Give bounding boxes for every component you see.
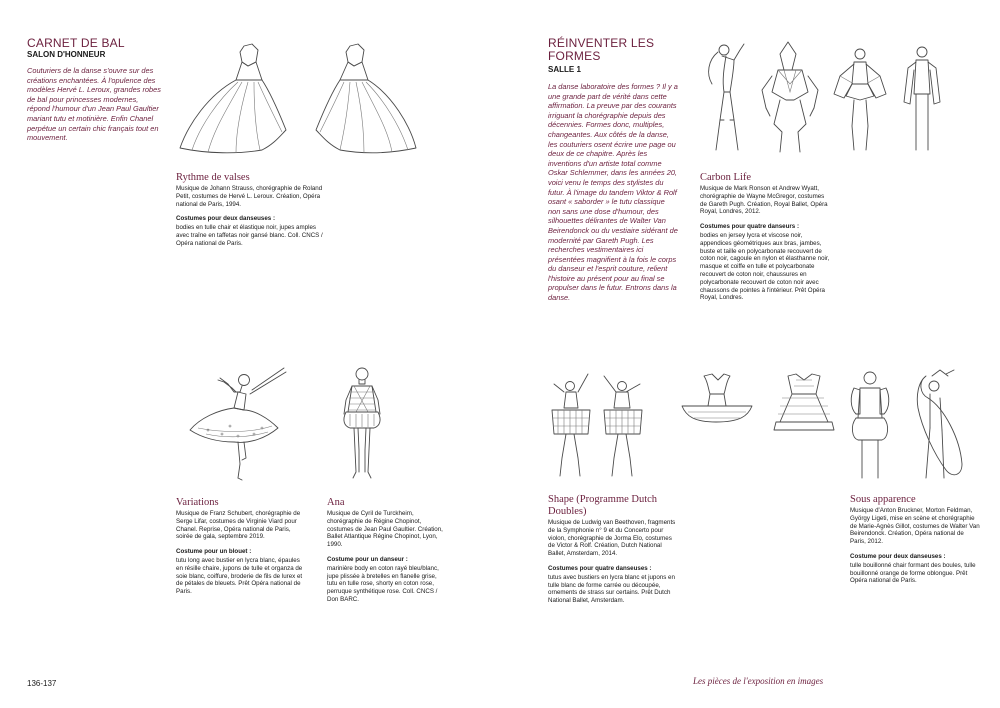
piece-title: Carbon Life [700,172,752,183]
piece-title: Rythme de valses [176,172,250,183]
costume-text: bodies en jersey lycra et viscose noir, appendices géométriques aux bras, jambes, buste et taille en polycarbonate recouvert de coton noir, cagoule en nylon et élasthanne noir, masque et coiffe en tulle et polycarbonate recouvert de coton noir, chaussures en polycarbonate recouvert de coton noir avec chaussons de pointes à l'intérieur. Prêt Opéra Royal, Londres. [700,231,830,302]
costume-text: tutus avec bustiers en lycra blanc et jupons en tulle blanc de forme carrée ou découpée, ornements de strass sur certains. Prêt Dutch National Ballet, Amsterdam. [548,573,675,605]
padded-costume-illustration [848,368,968,484]
section-title: RÉINVENTER LES FORMES [548,36,655,63]
piece-title: Ana [327,497,345,508]
piece-title: Variations [176,497,219,508]
page-numbers: 136-137 [27,679,57,688]
section-title: CARNET DE BAL [27,36,125,50]
right-intro-text: La danse laboratoire des formes ? Il y a une grande part de vérité dans cette affirmation. La preuve par des courants irriguant la chorégraphie depuis des décennies. Formes donc, multiples, changeantes. Aux côtés de la danse, les couturiers osent écrire une page ou deux de ce chapitre. Après les inventions d'un artiste total comme Oskar Schlemmer, dans les années 20, voici venu le temps des stylistes du futur. À l'image du tandem Viktor & Rolf osant « saborder » le tutu classique non sans une dose d'humour, des silhouettes délirantes de Walter Van Beirendonck ou du vestiaire sidérant de modernité par Gareth Pugh. Les recherches vestimentaires ici présentées magnifient à la fois le corps du danseur et l'esprit couture, relient l'histoire au présent pour au final se propulser dans le futur. Entrons dans la danse. [548,82,678,303]
right-section-header [548,37,658,74]
costume-label: Costumes pour deux danseuses : [176,215,276,223]
left-intro-text: Couturiers de la danse s'ouvre sur des créations enchantées. À l'opulence des modèles Hervé L. Leroux, grandes robes de bal pour princesses modernes, répond l'humour d'un Jean Paul Gaultier mariant tutu et motinière. Enfin Chanel perpétue un certain chic français tout en mouvement. [27,66,161,143]
square-tutu-illustration [548,372,838,482]
ballerina-illustration [188,366,293,484]
costume-text: tutu long avec bustier en lycra blanc, épaules en résille chaire, jupons de tulle et organza de soie blanc, coiffure, broderie de fils de lurex et de pétales de bleuets. Prêt Opéra national de Paris. [176,556,303,596]
dancer-with-tutu-illustration [338,366,386,484]
piece-carbon-life [700,172,830,302]
ball-gown-illustration [178,40,418,160]
costume-label: Costume pour un blouet : [176,548,252,556]
costume-text: tulle bouillonné chair formant des boules, tulle bouillonné orange de forme oblongue. Prêt Opéra national de Paris. [850,561,976,585]
piece-sous-apparence [850,494,980,585]
piece-title: Shape (Programme Dutch Doubles) [548,494,658,517]
costume-text: marinière body en coton rayé bleu/blanc, jupe plissée à bretelles en flanelle grise, tutu en tulle rose, shorty en coton rose, perruque synthétique rose. Coll. CNCS / Don BARC. [327,564,439,603]
costume-label: Costume pour un danseur : [327,555,408,563]
piece-ana [327,497,447,604]
piece-description: Musique de Ludwig van Beethoven, fragments de la Symphonie n° 9 et du Concerto pour violon, chorégraphie de Jorma Elo, costumes de Victor & Rolf. Création, Dutch National Ballet, Amsterdam, 2014. [548,519,676,558]
running-footer: Les pièces de l'exposition en images [693,676,824,686]
section-subtitle: SALLE 1 [548,65,581,74]
costume-text: bodies en tulle chair et élastique noir, jupes amples avec traîne en taffetas noir gansé blanc. Coll. CNCS / Opéra national de Paris. [176,224,323,247]
piece-title: Sous apparence [850,494,916,505]
piece-description: Musique d'Anton Bruckner, Morton Feldman, György Ligeti, mise en scène et chorégraphie de Marie-Agnès Gillot, costumes de Walter Van Beirendonck. Création, Opéra national de Paris, 2012. [850,507,980,546]
piece-shape [548,494,678,605]
costume-label: Costumes pour quatre danseuses : [548,564,652,572]
left-section-header [27,37,167,59]
piece-variations [176,497,304,596]
piece-description: Musique de Franz Schubert, chorégraphie de Serge Lifar, costumes de Virginie Viard pour Chanel. Reprise, Opéra national de Paris, soirée de gala, septembre 2019. [176,510,301,541]
piece-rythme-de-valses [176,172,326,248]
costume-label: Costume pour deux danseuses : [850,552,946,560]
section-subtitle: SALON D'HONNEUR [27,50,106,59]
piece-description: Musique de Cyril de Turckheim, chorégraphie de Régine Chopinot, costumes de Jean Paul Gaultier. Création, Ballet Atlantique Régine Chopinot, Lyon, 1990. [327,510,443,549]
costume-label: Costumes pour quatre danseurs : [700,223,800,231]
piece-description: Musique de Johann Strauss, chorégraphie de Roland Petit, costumes de Hervé L. Leroux. Création, Opéra national de Paris, 1994. [176,185,323,208]
piece-description: Musique de Mark Ronson et Andrew Wyatt, chorégraphie de Wayne McGregor, costumes de Gareth Pugh. Création, Royal Ballet, Opéra Royal, Londres, 2012. [700,185,828,216]
geometric-costume-illustration [704,40,944,160]
